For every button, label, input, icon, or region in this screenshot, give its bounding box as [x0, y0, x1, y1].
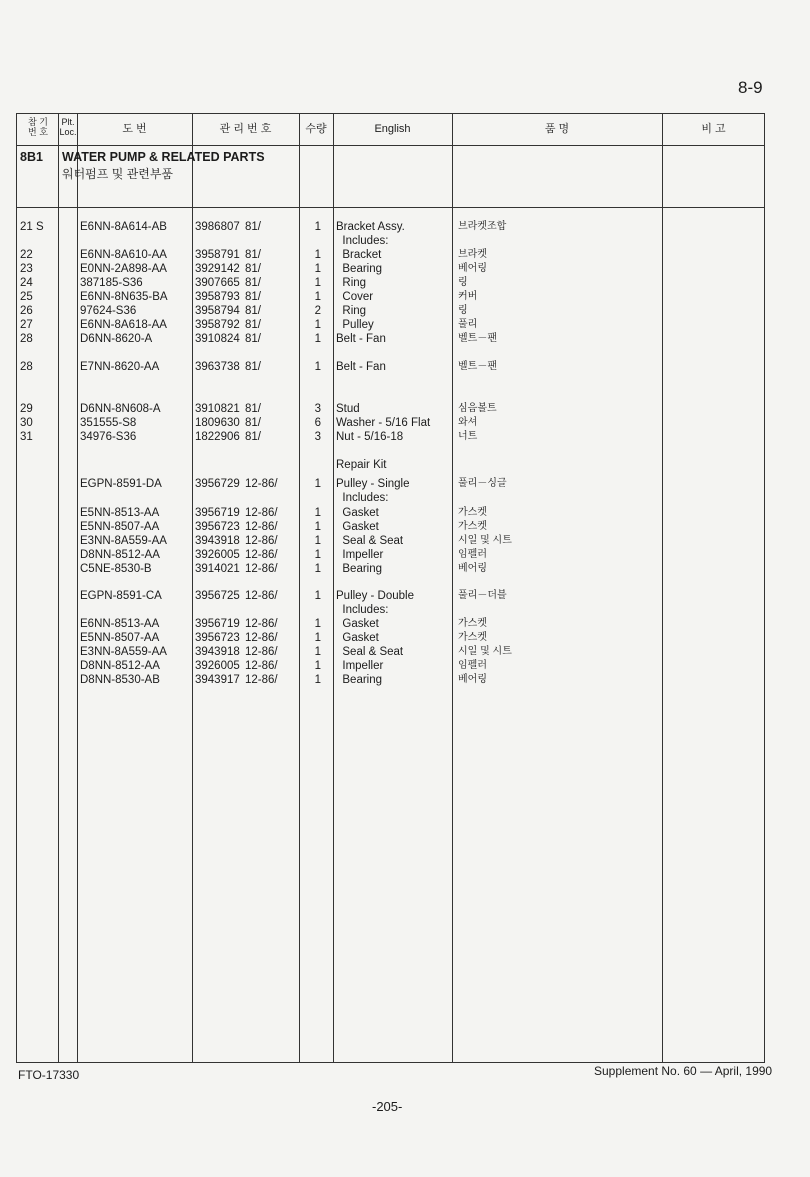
part-number-cell: E7NN-8620-AA [80, 361, 160, 373]
date-code-cell: 81/ [245, 361, 261, 373]
mgmt-number-cell: 1822906 [195, 431, 240, 443]
quantity-cell: 1 [314, 549, 321, 561]
header-plt-line1: Plt. [61, 117, 75, 127]
mgmt-number-cell: 3943918 [195, 535, 240, 547]
date-code-cell: 12-86/ [245, 478, 278, 490]
ref-no-cell: 29 [20, 403, 33, 415]
english-name-cell: Repair Kit [336, 459, 387, 471]
part-number-cell: E5NN-8513-AA [80, 507, 160, 519]
korean-name-cell: 가스켓 [458, 507, 487, 518]
col-divider-english [333, 113, 334, 1063]
date-code-cell: 81/ [245, 417, 261, 429]
part-number-cell: EGPN-8591-CA [80, 590, 162, 602]
part-number-cell: E6NN-8A618-AA [80, 319, 167, 331]
header-mgmt-no: 관 리 번 호 [219, 123, 272, 135]
header-ref-line2: 번 호 [28, 127, 48, 137]
part-number-cell: D8NN-8512-AA [80, 660, 160, 672]
date-code-cell: 81/ [245, 403, 261, 415]
korean-name-cell: 브라켓조합 [458, 221, 507, 232]
mgmt-number-cell: 3914021 [195, 563, 240, 575]
english-name-cell: Pulley - Double [336, 590, 414, 602]
header-drawing-no: 도 번 [122, 123, 147, 135]
quantity-cell: 1 [314, 277, 321, 289]
english-name-cell: Impeller [336, 660, 384, 672]
mgmt-number-cell: 3910821 [195, 403, 240, 415]
mgmt-number-cell: 3910824 [195, 333, 240, 345]
part-number-cell: E0NN-2A898-AA [80, 263, 167, 275]
mgmt-number-cell: 3956719 [195, 507, 240, 519]
english-name-cell: Bracket [336, 249, 382, 261]
quantity-cell: 3 [314, 403, 321, 415]
part-number-cell: E5NN-8507-AA [80, 632, 160, 644]
section-divider [16, 207, 765, 208]
ref-no-cell: 21 S [20, 221, 44, 233]
header-qty: 수량 [305, 123, 327, 135]
part-number-cell: E3NN-8A559-AA [80, 535, 167, 547]
korean-name-cell: 베어링 [458, 263, 487, 274]
quantity-cell: 3 [314, 431, 321, 443]
korean-name-cell: 임펠러 [458, 549, 487, 560]
mgmt-number-cell: 3929142 [195, 263, 240, 275]
english-name-cell: Includes: [336, 604, 389, 616]
english-name-cell: Bearing [336, 674, 383, 686]
date-code-cell: 81/ [245, 319, 261, 331]
quantity-cell: 1 [314, 632, 321, 644]
col-divider-remarks [662, 113, 663, 1063]
korean-name-cell: 링 [458, 277, 468, 288]
part-number-cell: E5NN-8507-AA [80, 521, 160, 533]
date-code-cell: 81/ [245, 249, 261, 261]
part-number-cell: EGPN-8591-DA [80, 478, 162, 490]
english-name-cell: Gasket [336, 632, 379, 644]
english-name-cell: Belt - Fan [336, 333, 386, 345]
section-subtitle: 워터펌프 및 관련부품 [62, 167, 173, 181]
quantity-cell: 1 [314, 618, 321, 630]
date-code-cell: 12-86/ [245, 563, 278, 575]
col-divider-part [77, 113, 78, 1063]
header-divider [16, 145, 765, 146]
korean-name-cell: 링 [458, 305, 468, 316]
date-code-cell: 81/ [245, 263, 261, 275]
mgmt-number-cell: 3986807 [195, 221, 240, 233]
ref-no-cell: 22 [20, 249, 33, 261]
mgmt-number-cell: 3958794 [195, 305, 240, 317]
korean-name-cell: 풀리－싱글 [458, 478, 507, 489]
english-name-cell: Includes: [336, 235, 389, 247]
part-number-cell: D6NN-8N608-A [80, 403, 161, 415]
mgmt-number-cell: 3956723 [195, 632, 240, 644]
korean-name-cell: 가스켓 [458, 521, 487, 532]
korean-name-cell: 너트 [458, 431, 478, 442]
mgmt-number-cell: 3956719 [195, 618, 240, 630]
mgmt-number-cell: 3943918 [195, 646, 240, 658]
ref-no-cell: 25 [20, 291, 33, 303]
english-name-cell: Gasket [336, 521, 379, 533]
mgmt-number-cell: 3958792 [195, 319, 240, 331]
ref-no-cell: 28 [20, 333, 33, 345]
mgmt-number-cell: 3956725 [195, 590, 240, 602]
doc-code: FTO-17330 [18, 1068, 80, 1082]
mgmt-number-cell: 3958791 [195, 249, 240, 261]
korean-name-cell: 임펠러 [458, 660, 487, 671]
header-korean-name: 품 명 [544, 123, 570, 135]
part-number-cell: 351555-S8 [80, 417, 137, 429]
col-divider-mgmt [192, 113, 193, 1063]
part-number-cell: 387185-S36 [80, 277, 143, 289]
quantity-cell: 6 [314, 417, 321, 429]
english-name-cell: Nut - 5/16-18 [336, 431, 404, 443]
date-code-cell: 81/ [245, 305, 261, 317]
english-name-cell: Washer - 5/16 Flat [336, 417, 431, 429]
part-number-cell: E3NN-8A559-AA [80, 646, 167, 658]
english-name-cell: Includes: [336, 492, 389, 504]
english-name-cell: Gasket [336, 507, 379, 519]
date-code-cell: 81/ [245, 221, 261, 233]
korean-name-cell: 베어링 [458, 674, 487, 685]
date-code-cell: 12-86/ [245, 618, 278, 630]
quantity-cell: 1 [314, 535, 321, 547]
supplement-note: Supplement No. 60 — April, 1990 [594, 1064, 773, 1078]
korean-name-cell: 가스켓 [458, 632, 487, 643]
page-number: 8-9 [738, 78, 763, 97]
part-number-cell: E6NN-8N635-BA [80, 291, 168, 303]
footer-page-number: -205- [372, 1099, 403, 1114]
date-code-cell: 12-86/ [245, 549, 278, 561]
date-code-cell: 12-86/ [245, 660, 278, 672]
korean-name-cell: 와셔 [458, 417, 478, 428]
english-name-cell: Seal & Seat [336, 535, 404, 547]
korean-name-cell: 심음볼트 [458, 403, 497, 414]
english-name-cell: Pulley [336, 319, 374, 331]
date-code-cell: 12-86/ [245, 507, 278, 519]
mgmt-number-cell: 3907665 [195, 277, 240, 289]
english-name-cell: Ring [336, 277, 367, 289]
date-code-cell: 81/ [245, 277, 261, 289]
mgmt-number-cell: 3926005 [195, 660, 240, 672]
header-ref-line1: 참 기 [28, 117, 48, 127]
part-number-cell: E6NN-8513-AA [80, 618, 160, 630]
col-divider-plt [58, 113, 59, 1063]
quantity-cell: 1 [314, 221, 321, 233]
korean-name-cell: 베어링 [458, 563, 487, 574]
korean-name-cell: 시일 및 시트 [458, 535, 512, 546]
part-number-cell: C5NE-8530-B [80, 563, 152, 575]
quantity-cell: 2 [314, 305, 321, 317]
date-code-cell: 81/ [245, 333, 261, 345]
header-english: English [374, 123, 411, 135]
mgmt-number-cell: 3926005 [195, 549, 240, 561]
korean-name-cell: 커버 [458, 291, 478, 302]
quantity-cell: 1 [314, 361, 321, 373]
english-name-cell: Pulley - Single [336, 478, 410, 490]
korean-name-cell: 풀리－더블 [458, 590, 507, 601]
ref-no-cell: 26 [20, 305, 33, 317]
part-number-cell: 34976-S36 [80, 431, 137, 443]
date-code-cell: 12-86/ [245, 535, 278, 547]
korean-name-cell: 벨트－팬 [458, 361, 497, 372]
date-code-cell: 12-86/ [245, 632, 278, 644]
english-name-cell: Bearing [336, 563, 383, 575]
english-name-cell: Ring [336, 305, 367, 317]
date-code-cell: 12-86/ [245, 674, 278, 686]
section-title: WATER PUMP & RELATED PARTS [62, 150, 265, 164]
ref-no-cell: 30 [20, 417, 33, 429]
korean-name-cell: 시일 및 시트 [458, 646, 512, 657]
header-plt-line2: Loc. [59, 127, 77, 137]
part-number-cell: 97624-S36 [80, 305, 137, 317]
quantity-cell: 1 [314, 291, 321, 303]
part-number-cell: D6NN-8620-A [80, 333, 153, 345]
korean-name-cell: 브라켓 [458, 249, 487, 260]
date-code-cell: 81/ [245, 291, 261, 303]
english-name-cell: Belt - Fan [336, 361, 386, 373]
quantity-cell: 1 [314, 478, 321, 490]
quantity-cell: 1 [314, 521, 321, 533]
header-ref-no [18, 117, 58, 137]
part-number-cell: E6NN-8A610-AA [80, 249, 167, 261]
date-code-cell: 12-86/ [245, 646, 278, 658]
ref-no-cell: 31 [20, 431, 33, 443]
korean-name-cell: 가스켓 [458, 618, 487, 629]
english-name-cell: Stud [336, 403, 360, 415]
quantity-cell: 1 [314, 249, 321, 261]
header-remarks: 비 고 [701, 123, 726, 135]
english-name-cell: Impeller [336, 549, 384, 561]
mgmt-number-cell: 3963738 [195, 361, 240, 373]
english-name-cell: Bracket Assy. [336, 221, 405, 233]
mgmt-number-cell: 3943917 [195, 674, 240, 686]
quantity-cell: 1 [314, 660, 321, 672]
col-divider-korean [452, 113, 453, 1063]
part-number-cell: D8NN-8512-AA [80, 549, 160, 561]
quantity-cell: 1 [314, 333, 321, 345]
ref-no-cell: 24 [20, 277, 33, 289]
date-code-cell: 12-86/ [245, 521, 278, 533]
quantity-cell: 1 [314, 674, 321, 686]
quantity-cell: 1 [314, 646, 321, 658]
quantity-cell: 1 [314, 507, 321, 519]
quantity-cell: 1 [314, 263, 321, 275]
part-number-cell: E6NN-8A614-AB [80, 221, 167, 233]
part-number-cell: D8NN-8530-AB [80, 674, 160, 686]
quantity-cell: 1 [314, 563, 321, 575]
date-code-cell: 12-86/ [245, 590, 278, 602]
mgmt-number-cell: 3956723 [195, 521, 240, 533]
english-name-cell: Seal & Seat [336, 646, 404, 658]
english-name-cell: Gasket [336, 618, 379, 630]
korean-name-cell: 벨트－팬 [458, 333, 497, 344]
english-name-cell: Bearing [336, 263, 383, 275]
ref-no-cell: 28 [20, 361, 33, 373]
date-code-cell: 81/ [245, 431, 261, 443]
quantity-cell: 1 [314, 319, 321, 331]
mgmt-number-cell: 3958793 [195, 291, 240, 303]
quantity-cell: 1 [314, 590, 321, 602]
ref-no-cell: 27 [20, 319, 33, 331]
korean-name-cell: 풀리 [458, 319, 478, 330]
col-divider-qty [299, 113, 300, 1063]
ref-no-cell: 23 [20, 263, 33, 275]
mgmt-number-cell: 1809630 [195, 417, 240, 429]
header-plt-loc [58, 117, 78, 137]
section-code: 8B1 [20, 150, 43, 164]
english-name-cell: Cover [336, 291, 374, 303]
mgmt-number-cell: 3956729 [195, 478, 240, 490]
